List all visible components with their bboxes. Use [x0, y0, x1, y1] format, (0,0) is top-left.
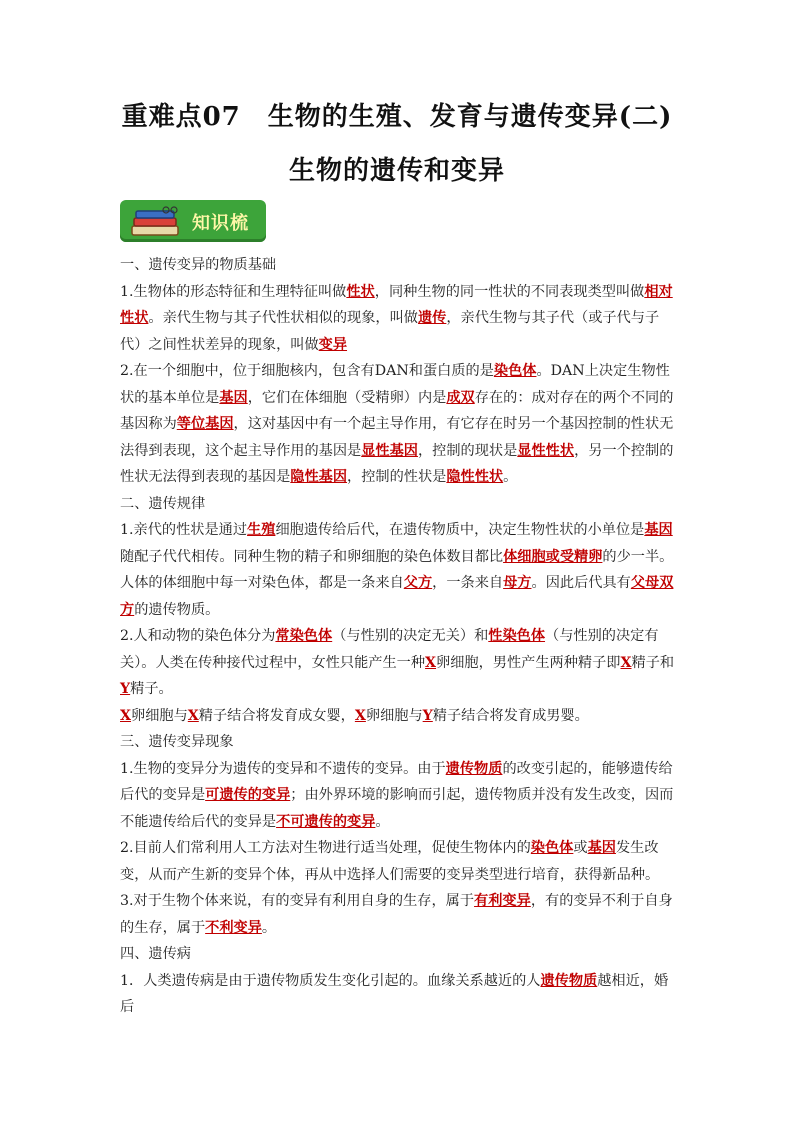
answer-term: 基因	[587, 840, 616, 856]
paragraph-text: 随配子代代相传。同种生物的精子和卵细胞的染色体数目都比	[120, 548, 504, 565]
paragraph-text: 精子结合将发育成男婴。	[432, 707, 589, 724]
answer-term: 遗传物质	[445, 760, 503, 777]
answer-term: 父方	[403, 575, 433, 591]
paragraph-text: 越相近，婚后	[120, 972, 669, 1015]
answer-term: X	[425, 654, 437, 671]
paragraph-text: ；由外界环境的影响而引起，遗传物质并没有发生改变，因而不能遗传给后代的变异是	[120, 787, 674, 830]
paragraph-text: 1.生物体的形态特征和生理特征叫做	[120, 283, 347, 300]
paragraph-text: 。	[503, 469, 518, 485]
answer-term: 遗传物质	[540, 972, 598, 989]
paragraph-text: ，有的变异不利于自身的生存，属于	[120, 893, 673, 936]
answer-term: 染色体	[493, 363, 537, 379]
section-heading: 四、遗传病	[120, 946, 191, 962]
paragraph	[120, 703, 676, 730]
paragraph-text: 2.目前人们常利用人工方法对生物进行适当处理，促使生物体内的	[120, 840, 531, 856]
answer-term: 常染色体	[275, 628, 333, 644]
answer-term: 相对性状	[120, 283, 673, 326]
paragraph-text: 卵细胞与	[365, 707, 423, 724]
answer-term: X	[120, 707, 132, 724]
answer-term: 不利变异	[205, 919, 262, 936]
paragraph-text: ，它们在体细胞（受精卵）内是	[247, 389, 447, 406]
page-title: 重难点07 生物的生殖、发育与遗传变异(二)	[121, 102, 673, 132]
paragraph-text: ，亲代生物与其子代（或子代与子代）之间性状差异的现象，叫做	[120, 310, 660, 353]
paragraph-text: 1.生物的变异分为遗传的变异和不遗传的变异。由于	[120, 760, 446, 777]
answer-term: X	[187, 707, 199, 724]
answer-term: 染色体	[530, 840, 574, 856]
paragraph-text: 存在的：成对存在的两个不同的基因称为	[120, 389, 674, 432]
answer-term: 母方	[503, 575, 532, 591]
paragraph-text: 1．人类遗传病是由于遗传物质发生变化引起的。血缘关系越近的人	[120, 972, 541, 989]
paragraph-text: 的遗传物质。	[134, 601, 220, 618]
answer-term: 基因	[219, 389, 248, 406]
section-badge	[120, 200, 266, 242]
paragraph-text: 精子和	[631, 654, 675, 671]
paragraph-text: 卵细胞，男性产生两种精子即	[436, 654, 621, 671]
paragraph-text: （与性别的决定无关）和	[332, 628, 489, 644]
answer-term: 性染色体	[488, 628, 546, 644]
paragraph	[120, 756, 676, 836]
answer-term: X	[620, 654, 632, 671]
section-heading: 一、遗传变异的物质基础	[120, 257, 277, 273]
paragraph-text: ，同种生物的同一性状的不同表现类型叫做	[374, 283, 645, 300]
answer-term: 基因	[644, 522, 673, 538]
answer-term: X	[354, 707, 366, 724]
answer-term: 生殖	[247, 522, 276, 538]
paragraph	[120, 517, 676, 623]
answer-term: 显性性状	[517, 442, 575, 459]
answer-term: 可遗传的变异	[205, 787, 291, 803]
document-body	[120, 252, 676, 1021]
paragraph-text: 3.对于生物个体来说，有的变异有利用自身的生存，属于	[120, 893, 475, 909]
answer-term: 父母双方	[120, 575, 674, 618]
section-heading: 三、遗传变异现象	[120, 734, 234, 750]
paragraph-text: 精子结合将发育成女婴，	[198, 707, 355, 724]
answer-term: 变异	[318, 336, 348, 353]
answer-term: 等位基因	[176, 416, 234, 432]
answer-term: 有利变异	[474, 893, 531, 909]
answer-term: 性状	[346, 283, 375, 300]
paragraph-text: 2.人和动物的染色体分为	[120, 628, 276, 644]
paragraph-text: ，另一个控制的性状无法得到表现的基因是	[120, 442, 674, 485]
paragraph	[120, 888, 676, 941]
page-subtitle: 生物的遗传和变异	[288, 156, 505, 186]
books-icon	[128, 206, 182, 238]
answer-term: 隐性基因	[290, 469, 348, 485]
answer-term: 遗传	[417, 310, 447, 326]
paragraph	[120, 279, 676, 359]
badge-label: 知识梳	[192, 213, 249, 234]
section-heading: 二、遗传规律	[120, 495, 206, 512]
paragraph-text: 。亲代生物与其子代性状相似的现象，叫做	[148, 310, 418, 326]
paragraph-text: ，这对基因中有一个起主导作用，有它存在时另一个基因控制的性状无法得到表现，这个起主导作用的基因是	[120, 416, 674, 459]
answer-term: Y	[422, 707, 433, 724]
paragraph-text: 细胞遗传给后代，在遗传物质中，决定生物性状的小单位是	[275, 522, 645, 538]
answer-term: 隐性性状	[446, 469, 504, 485]
paragraph-text: ，控制的性状是	[347, 469, 447, 485]
paragraph-text: 发生改变，从而产生新的变异个体，再从中选择人们需要的变异类型进行培育，获得新品种。	[120, 840, 660, 883]
answer-term: 显性基因	[361, 442, 418, 459]
paragraph	[120, 835, 676, 888]
paragraph-text: ，控制的现状是	[417, 442, 518, 459]
paragraph	[120, 968, 676, 1021]
paragraph-text: 精子。	[130, 681, 173, 697]
paragraph-text: 或	[573, 840, 588, 856]
paragraph-text: 。	[375, 813, 390, 830]
paragraph-text: 卵细胞与	[131, 707, 188, 724]
paragraph-text: 的改变引起的，能够遗传给后代的变异是	[120, 760, 673, 803]
paragraph	[120, 358, 676, 491]
answer-term: 不可遗传的变异	[276, 813, 376, 830]
paragraph-text: 。DAN上决定生物性状的基本单位是	[120, 363, 670, 406]
paragraph	[120, 623, 676, 703]
paragraph-text: 。	[261, 919, 277, 936]
paragraph-text: ，一条来自	[432, 575, 504, 591]
answer-term: Y	[120, 681, 131, 697]
paragraph-text: 2.在一个细胞中，位于细胞核内，包含有DAN和蛋白质的是	[120, 363, 494, 379]
paragraph-text: 1.亲代的性状是通过	[120, 522, 248, 538]
answer-term: 成双	[446, 389, 475, 406]
paragraph-text: 。因此后代具有	[531, 575, 631, 591]
paragraph-text: 的少一半。人体的体细胞中每一对染色体，都是一条来自	[120, 548, 674, 591]
answer-term: 体细胞或受精卵	[503, 548, 603, 565]
paragraph-text: （与性别的决定有关）。人类在传种接代过程中，女性只能产生一种	[120, 628, 659, 671]
